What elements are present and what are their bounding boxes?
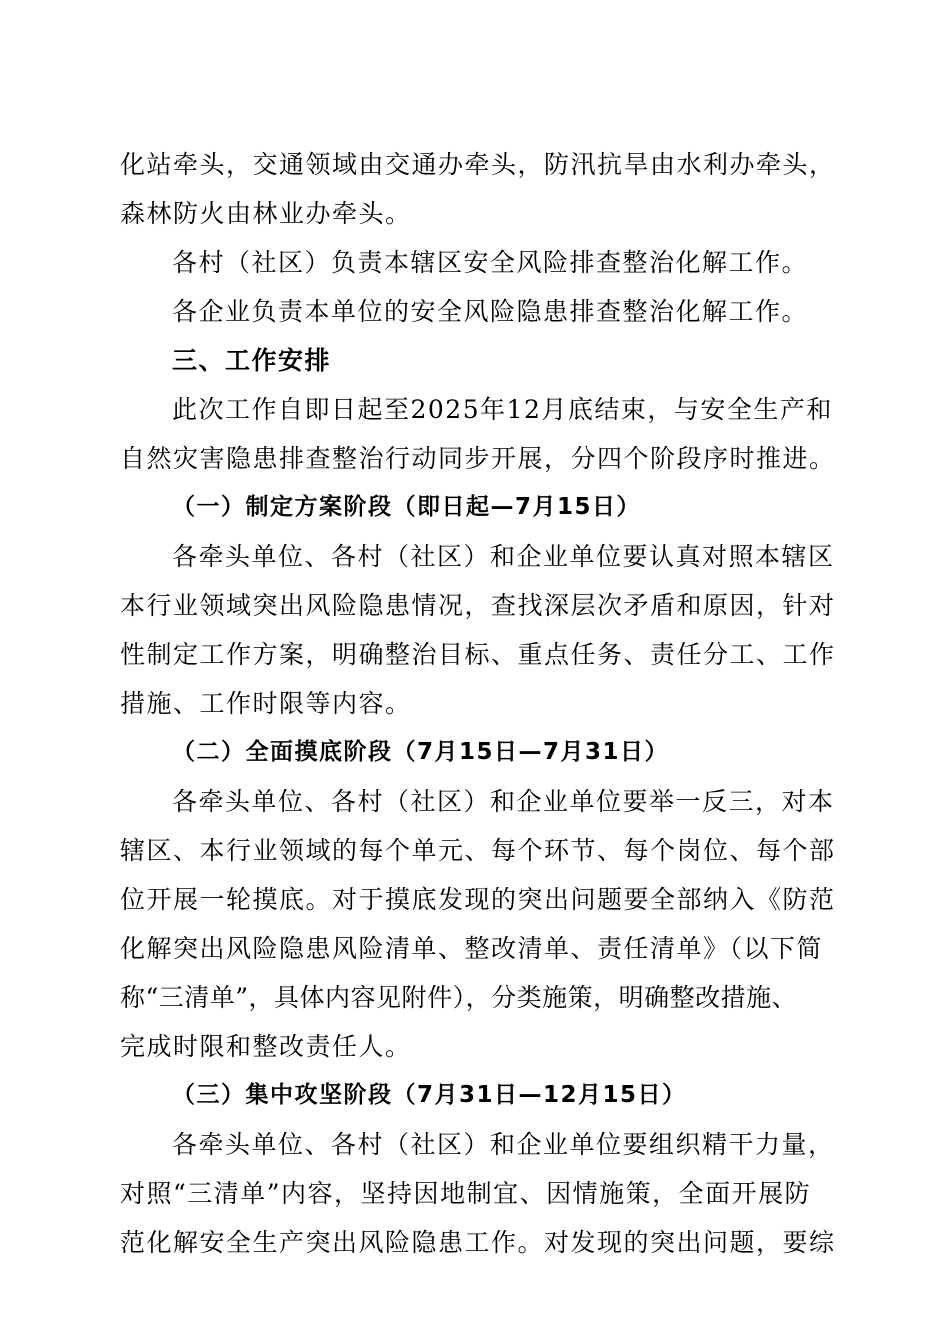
paragraph-line: 各牵头单位、各村（社区）和企业单位要组织精干力量，: [172, 1130, 835, 1159]
subsection-heading: （三）集中攻坚阶段（7月31日—12月15日）: [172, 1082, 687, 1108]
paragraph-line: 自然灾害隐患排查整治行动同步开展，分四个阶段序时推进。: [120, 444, 836, 473]
paragraph-line: 范化解安全生产突出风险隐患工作。对发现的突出问题，要综: [120, 1228, 836, 1257]
paragraph-line: 各牵头单位、各村（社区）和企业单位要举一反三，对本: [172, 787, 835, 816]
paragraph-line: 化解突出风险隐患风险清单、整改清单、责任清单》（以下简: [120, 934, 824, 963]
paragraph-line: 此次工作自即日起至2025年12月底结束，与安全生产和: [172, 395, 833, 424]
paragraph-line: 完成时限和整改责任人。: [120, 1032, 412, 1061]
paragraph-line: 森林防火由林业办牵头。: [120, 199, 412, 228]
document-body: [120, 140, 840, 1267]
section-heading: 三、工作安排: [172, 346, 332, 375]
paragraph-line: 各村（社区）负责本辖区安全风险排查整治化解工作。: [172, 248, 809, 277]
subsection-heading: （二）全面摸底阶段（7月15日—7月31日）: [172, 739, 670, 765]
subsection-heading: （一）制定方案阶段（即日起—7月15日）: [172, 494, 642, 520]
paragraph-line: 性制定工作方案，明确整治目标、重点任务、责任分工、工作: [120, 640, 836, 669]
paragraph-line: 辖区、本行业领域的每个单元、每个环节、每个岗位、每个部: [120, 836, 836, 865]
paragraph-line: 化站牵头，交通领域由交通办牵头，防汛抗旱由水利办牵头，: [120, 150, 836, 179]
paragraph-line: 本行业领域突出风险隐患情况，查找深层次矛盾和原因，针对: [120, 591, 836, 620]
paragraph-line: 措施、工作时限等内容。: [120, 689, 412, 718]
paragraph-line: 各企业负责本单位的安全风险隐患排查整治化解工作。: [172, 297, 809, 326]
paragraph-line: 位开展一轮摸底。对于摸底发现的突出问题要全部纳入《防范: [120, 885, 836, 914]
paragraph-line: 对照“三清单”内容，坚持因地制宜、因情施策，全面开展防: [120, 1179, 812, 1208]
paragraph-line: 称“三清单”，具体内容见附件），分类施策，明确整改措施、: [120, 983, 798, 1012]
paragraph-line: 各牵头单位、各村（社区）和企业单位要认真对照本辖区: [172, 542, 835, 571]
